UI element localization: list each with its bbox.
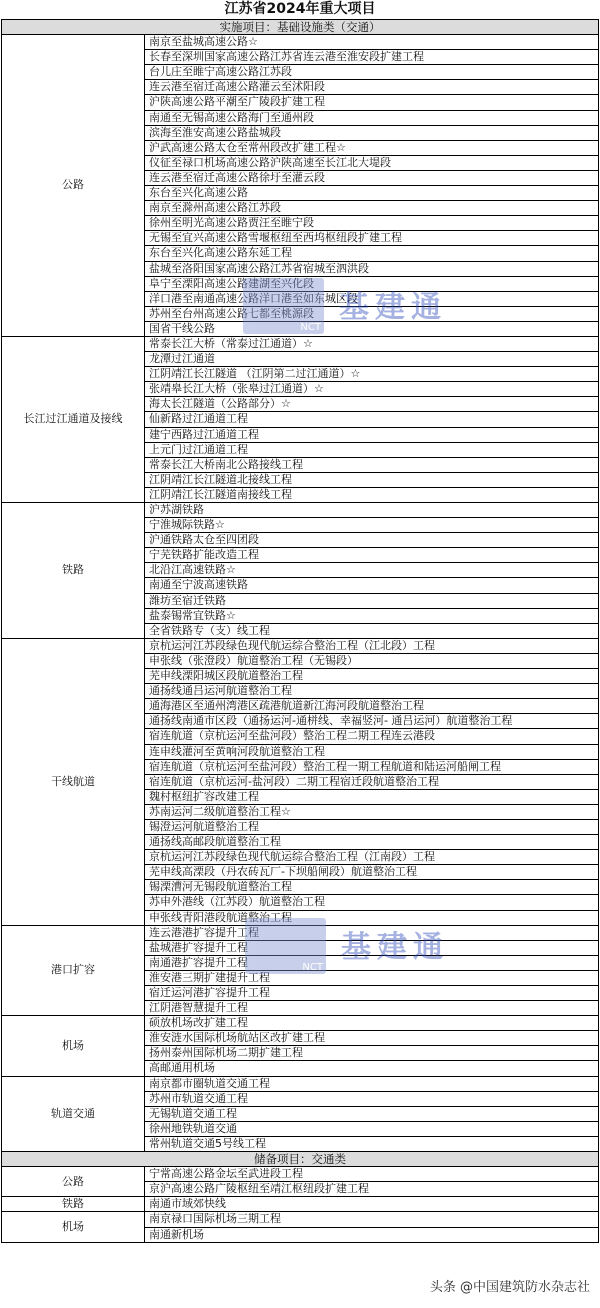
project-cell: 宿连航道（京杭运河至盐河段）整治工程二期工程连云港段 <box>145 729 599 744</box>
project-cell: 宁芜铁路扩能改造工程 <box>145 548 599 563</box>
project-cell: 通扬线南通市区段（通扬运河-通栟线、幸福竖河- 通吕运河）航道整治工程 <box>145 714 599 729</box>
table-row <box>2 503 599 518</box>
project-cell: 苏南运河二级航道整治工程☆ <box>145 804 599 819</box>
project-cell: 通扬线高邮段航道整治工程 <box>145 835 599 850</box>
project-cell: 江阴靖江长江隧道北接线工程 <box>145 472 599 487</box>
project-cell: 芜申线高溧段（丹农砖瓦厂-下坝船闸段）航道整治工程 <box>145 865 599 880</box>
project-cell: 洋口港至南通高速公路洋口港至如东城区段 <box>145 291 599 306</box>
project-cell: 连云港至宿迁高速公路徐圩至灌云段 <box>145 170 599 185</box>
credit-caption: 头条 @中国建筑防水杂志社 <box>428 1276 592 1295</box>
project-cell: 南通至无锡高速公路海门至通州段 <box>145 110 599 125</box>
table-row <box>2 925 599 940</box>
project-cell: 锡澄运河航道整治工程 <box>145 819 599 834</box>
project-cell: 无锡至宜兴高速公路雪堰枢纽至西坞枢纽段扩建工程 <box>145 231 599 246</box>
project-cell: 北沿江高速铁路☆ <box>145 563 599 578</box>
project-cell: 硕放机场改扩建工程 <box>145 1016 599 1031</box>
category-cell: 机场 <box>2 1212 145 1242</box>
project-cell: 盐泰锡常宜铁路☆ <box>145 608 599 623</box>
project-cell: 锡溧漕河无锡段航道整治工程 <box>145 880 599 895</box>
project-cell: 苏申外港线（江苏段）航道整治工程 <box>145 895 599 910</box>
project-cell: 仙新路过江通道工程 <box>145 412 599 427</box>
section-header-row <box>2 20 599 35</box>
project-cell: 京杭运河江苏段绿色现代航运综合整治工程（江南段）工程 <box>145 850 599 865</box>
table-row <box>2 638 599 653</box>
project-cell: 芜申线溧阳城区段航道整治工程 <box>145 669 599 684</box>
project-cell: 连云港至宿迁高速公路灌云至沭阳段 <box>145 80 599 95</box>
project-cell: 南通市域郊快线 <box>145 1197 599 1212</box>
project-cell: 常泰长江大桥（常泰过江通道）☆ <box>145 336 599 351</box>
watermark-logo: NCT <box>243 278 324 334</box>
project-cell: 盐城港扩容提升工程 <box>145 940 599 955</box>
project-cell: 魏村枢纽扩容改建工程 <box>145 789 599 804</box>
category-cell: 长江过江通道及接线 <box>2 336 145 502</box>
project-cell: 常泰长江大桥南北公路接线工程 <box>145 457 599 472</box>
project-cell: 淮安涟水国际机场航站区改扩建工程 <box>145 1031 599 1046</box>
project-cell: 沪武高速公路太仓至常州段改扩建工程☆ <box>145 140 599 155</box>
projects-table <box>1 19 599 1243</box>
project-cell: 沪苏湖铁路 <box>145 503 599 518</box>
table-row <box>2 1167 599 1182</box>
project-cell: 申张线青阳港段航道整治工程 <box>145 910 599 925</box>
project-cell: 南京都市圈轨道交通工程 <box>145 1076 599 1091</box>
project-cell: 通海港区至通州湾港区疏港航道新江海河段航道整治工程 <box>145 699 599 714</box>
project-cell: 台儿庄至睢宁高速公路江苏段 <box>145 65 599 80</box>
project-cell: 全省铁路专（支）线工程 <box>145 623 599 638</box>
watermark-logo: NCT <box>245 918 326 974</box>
project-cell: 申张线（张澄段）航道整治工程（无锡段） <box>145 653 599 668</box>
category-cell: 公路 <box>2 1167 145 1197</box>
project-cell: 宁淮城际铁路☆ <box>145 518 599 533</box>
category-cell: 干线航道 <box>2 638 145 925</box>
table-row <box>2 1212 599 1227</box>
project-cell: 江阴靖江长江隧道南接线工程 <box>145 487 599 502</box>
project-cell: 东台至兴化高速公路 <box>145 186 599 201</box>
project-cell: 徐州至明光高速公路贾汪至睢宁段 <box>145 216 599 231</box>
project-cell: 江阴港智慧提升工程 <box>145 1001 599 1016</box>
project-cell: 江阴靖江长江隧道 （江阴第二过江通道）☆ <box>145 367 599 382</box>
project-cell: 张靖皋长江大桥（张皋过江通道）☆ <box>145 382 599 397</box>
category-cell: 公路 <box>2 35 145 337</box>
page-title: 江苏省2024年重大项目 <box>224 1 376 17</box>
project-cell: 龙潭过江通道 <box>145 352 599 367</box>
project-cell: 通扬线通吕运河航道整治工程 <box>145 684 599 699</box>
project-cell: 建宁西路过江通道工程 <box>145 427 599 442</box>
table-row <box>2 336 599 351</box>
project-cell: 东台至兴化高速公路东延工程 <box>145 246 599 261</box>
project-cell: 海太长江隧道（公路部分）☆ <box>145 397 599 412</box>
project-cell: 南通至宁波高速铁路 <box>145 578 599 593</box>
table-row <box>2 1016 599 1031</box>
project-cell: 国省干线公路 <box>145 321 599 336</box>
table-row <box>2 35 599 50</box>
project-cell: 宿连航道（京杭运河-盐河段）二期工程宿迁段航道整治工程 <box>145 774 599 789</box>
project-cell: 宿连航道（京杭运河至盐河段）整治工程一期工程航道和陆运河船闸工程 <box>145 759 599 774</box>
project-cell: 南通港扩容提升工程 <box>145 955 599 970</box>
project-cell: 连云港港扩容提升工程 <box>145 925 599 940</box>
project-cell: 上元门过江通道工程 <box>145 442 599 457</box>
section-header: 储备项目：交通类 <box>2 1152 599 1167</box>
project-cell: 南京至滁州高速公路江苏段 <box>145 201 599 216</box>
project-cell: 宿迁运河港扩容提升工程 <box>145 986 599 1001</box>
table-row <box>2 1076 599 1091</box>
project-cell: 南通新机场 <box>145 1227 599 1242</box>
project-cell: 盐城至洛阳国家高速公路江苏省宿城至泗洪段 <box>145 261 599 276</box>
table-row <box>2 1197 599 1212</box>
project-cell: 无锡轨道交通工程 <box>145 1106 599 1121</box>
project-cell: 京杭运河江苏段绿色现代航运综合整治工程（江北段）工程 <box>145 638 599 653</box>
project-cell: 徐州地铁轨道交通 <box>145 1121 599 1136</box>
category-cell: 铁路 <box>2 503 145 639</box>
project-cell: 阜宁至溧阳高速公路建湖至兴化段 <box>145 276 599 291</box>
project-cell: 高邮通用机场 <box>145 1061 599 1076</box>
watermark-text: 基建通 <box>339 290 447 325</box>
category-cell: 轨道交通 <box>2 1076 145 1151</box>
section-header-row <box>2 1152 599 1167</box>
category-cell: 铁路 <box>2 1197 145 1212</box>
watermark-text: 基建通 <box>341 930 449 965</box>
project-cell: 苏州市轨道交通工程 <box>145 1091 599 1106</box>
project-cell: 长春至深圳国家高速公路江苏省连云港至淮安段扩建工程 <box>145 50 599 65</box>
project-cell: 扬州泰州国际机场二期扩建工程 <box>145 1046 599 1061</box>
project-cell: 常州轨道交通5号线工程 <box>145 1136 599 1151</box>
section-header: 实施项目：基础设施类（交通） <box>2 20 599 35</box>
project-cell: 南京至盐城高速公路☆ <box>145 35 599 50</box>
project-cell: 宁常高速公路金坛至武进段工程 <box>145 1167 599 1182</box>
project-cell: 仪征至禄口机场高速公路沪陕高速至长江北大堤段 <box>145 155 599 170</box>
category-cell: 港口扩容 <box>2 925 145 1016</box>
category-cell: 机场 <box>2 1016 145 1076</box>
project-cell: 淮安港三期扩建提升工程 <box>145 970 599 985</box>
project-cell: 苏州至台州高速公路七都至桃源段 <box>145 306 599 321</box>
project-cell: 滨海至淮安高速公路盐城段 <box>145 125 599 140</box>
project-cell: 连申线灌河至黄响河段航道整治工程 <box>145 744 599 759</box>
project-cell: 沪陕高速公路平潮至广陵段扩建工程 <box>145 95 599 110</box>
project-cell: 京沪高速公路广陵枢纽至靖江枢纽段扩建工程 <box>145 1182 599 1197</box>
project-cell: 南京禄口国际机场三期工程 <box>145 1212 599 1227</box>
project-cell: 潍坊至宿迁铁路 <box>145 593 599 608</box>
project-cell: 沪通铁路太仓至四团段 <box>145 533 599 548</box>
